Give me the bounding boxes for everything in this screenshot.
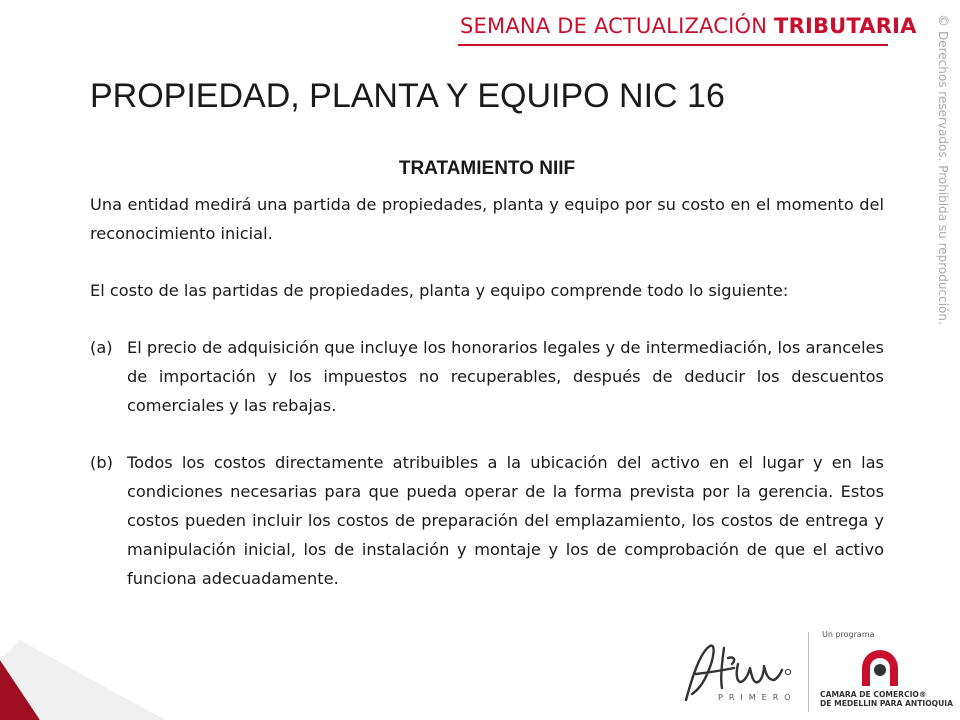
- copyright-notice: [935, 14, 950, 325]
- registered-icon: [785, 669, 790, 674]
- list-marker: (a): [90, 338, 113, 357]
- chamber-logo-icon: [858, 648, 902, 688]
- section-heading: TRATAMIENTO NIIF: [398, 158, 576, 179]
- list-text: El precio de adquisición que incluye los honorarios legales y de intermediación, los aranceles de importación y los impuestos no recuperables, después de deducir los descuentos comerciales y las rebajas.: [127, 338, 884, 415]
- logo-divider: [808, 632, 809, 712]
- brand-bold: TRIBUTARIA: [774, 14, 917, 38]
- list-item: [90, 448, 884, 593]
- header-brand: [460, 14, 917, 44]
- paragraph-cost-components: El costo de las partidas de propiedades, planta y equipo comprende todo lo siguiente:: [90, 281, 789, 300]
- brand-regular: SEMANA DE ACTUALIZACIÓN: [460, 14, 768, 38]
- copyright-text: Derechos reservados. Prohibida su reproducción.: [936, 31, 950, 325]
- signature-word: PRIMERO: [718, 693, 797, 702]
- chamber-name-line-2: DE MEDELLIN PARA ANTIOQUIA: [820, 699, 954, 708]
- list-item: [90, 333, 884, 420]
- program-label: Un programa: [822, 630, 875, 639]
- list-marker: (b): [90, 453, 113, 472]
- paragraph-initial-measurement: Una entidad medirá una partida de propiedades, planta y equipo por su costo en el momento del reconocimiento inicial.: [90, 195, 884, 243]
- header-rule: [458, 44, 888, 46]
- chamber-name-line-1: CAMARA DE COMERCIO®: [820, 690, 927, 699]
- list-text: Todos los costos directamente atribuibles a la ubicación del activo en el lugar y en las condiciones necesarias para que pueda operar de la forma prevista por la gerencia. Estos costos pueden incluir los costos de preparación del emplazamiento, los costos de entrega y manipulación inicial, los de instalación y montaje y los de comprobación de que el activo funciona adecuadamente.: [127, 453, 884, 588]
- chamber-name: [820, 690, 955, 708]
- corner-decoration: [0, 640, 170, 720]
- page-title: PROPIEDAD, PLANTA Y EQUIPO NIC 16: [90, 77, 725, 115]
- afiliado-signature-logo: [678, 638, 803, 708]
- body-text: [90, 190, 884, 621]
- copyright-icon: ©: [935, 14, 950, 27]
